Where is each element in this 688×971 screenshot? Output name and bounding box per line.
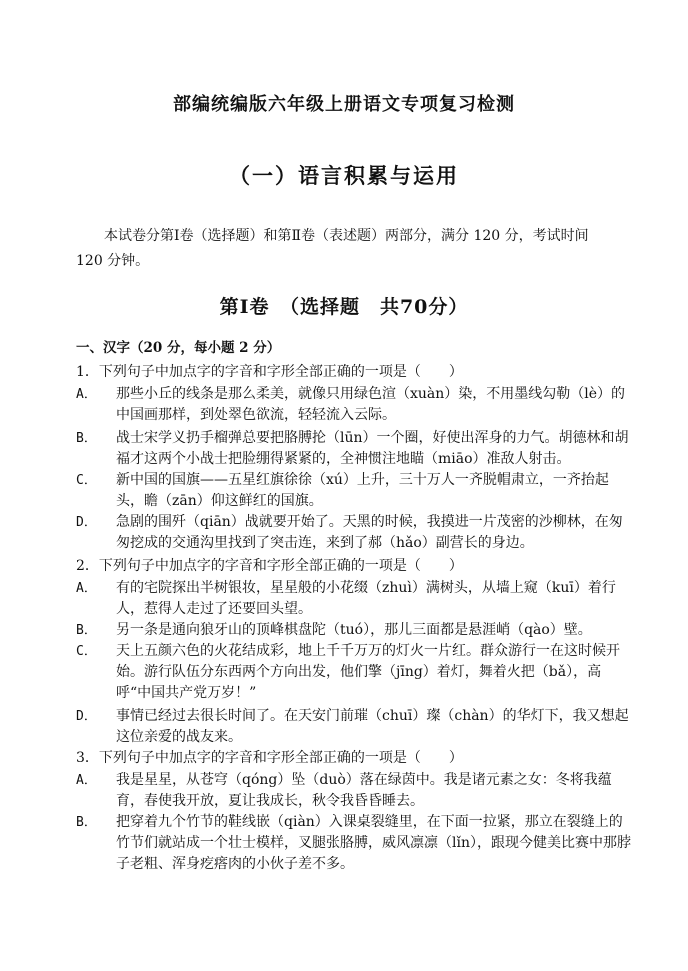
option-text: 天上五颜六色的火花结成彩，地上千千万万的灯火一片红。群众游行一在这时候开始。游行队伍分东西两个方向出发，他们擎（jīng）着灯，舞着火把（bǎ），高呼“中国共产党万岁！” — [116, 643, 620, 701]
option-text: 事情已经过去很长时间了。在天安门前璀（chuī）璨（chàn）的华灯下，我又想起这位亲爱的战友来。 — [116, 708, 629, 745]
option-text: 那些小丘的线条是那么柔美，就像只用绿色渲（xuàn）染，不用墨线勾勒（lè）的中国画那样，到处翠色欲流，轻轻流入云际。 — [116, 386, 626, 423]
question-2-option-d — [76, 706, 636, 748]
option-text: 急剧的围歼（qiān）战就要开始了。天黑的时候，我摸进一片茂密的沙柳林，在匆匆挖成的交通沟里找到了突击连，来到了郝（hǎo）副营长的身边。 — [116, 514, 623, 551]
option-text: 另一条是通向狼牙山的顶峰棋盘陀（tuó），那儿三面都是悬涯峭（qào）壁。 — [116, 622, 592, 638]
question-1-option-a — [76, 384, 636, 426]
option-text: 有的宅院探出半树银妆，星星般的小花缀（zhuì）满树头，从墙上窥（kuī）着行人，惹得人走过了还要回头望。 — [116, 580, 616, 617]
option-letter: C． — [76, 644, 97, 659]
question-1-option-b — [76, 428, 636, 470]
question-2-stem: 2．下列句子中加点字的字音和字形全部正确的一项是（ ） — [76, 558, 463, 574]
question-1-option-c — [76, 470, 636, 512]
option-letter: B． — [76, 815, 97, 830]
option-letter: A． — [76, 387, 97, 402]
question-2-option-a — [76, 578, 636, 620]
option-letter: A． — [76, 773, 97, 788]
option-text: 战士宋学义扔手榴弹总要把胳膊抡（lūn）一个圈，好使出浑身的力气。胡德林和胡福才这两个小战士把脸绷得紧紧的，全神惯注地瞄（miāo）准敌人射击。 — [116, 430, 629, 467]
option-text: 我是星星，从苍穹（qóng）坠（duò）落在绿茵中。我是诸元素之女：冬将我蕴育，春使我开放，夏让我成长，秋令我昏昏睡去。 — [116, 772, 612, 809]
option-letter: D． — [76, 515, 97, 530]
option-letter: D． — [76, 709, 97, 724]
option-letter: C． — [76, 473, 97, 488]
question-2-option-c — [76, 641, 636, 704]
option-text: 把穿着九个竹节的鞋线嵌（qiàn）入课桌裂缝里，在下面一拉紧，那立在裂缝上的竹节们就站成一个壮士模样，叉腿张胳膊，威风凛凛（lǐn），跟现今健美比赛中那脖子老粗、浑身疙瘩肉的小伙子差不多。 — [116, 814, 631, 872]
question-3-stem: 3．下列句子中加点字的字音和字形全部正确的一项是（ ） — [76, 750, 463, 766]
option-text: 新中国的国旗——五星红旗徐徐（xú）上升，三十万人一齐脱帽肃立，一齐抬起头，瞻（zān）仰这鲜红的国旗。 — [116, 472, 609, 509]
question-1-option-d — [76, 512, 636, 554]
question-3-option-b — [76, 812, 636, 875]
section-label: 一、汉字（20 分，每小题 2 分） — [76, 340, 281, 356]
option-letter: A． — [76, 581, 97, 596]
document-title: 部编统编版六年级上册语文专项复习检测 — [173, 94, 515, 115]
part-title: 第Ⅰ卷 （选择题 共70分） — [219, 296, 469, 318]
section-subtitle: （一）语言积累与运用 — [229, 163, 459, 188]
option-letter: B． — [76, 431, 97, 446]
question-3-option-a — [76, 770, 636, 812]
option-letter: B． — [76, 623, 97, 638]
exam-instructions: 本试卷分第Ⅰ卷（选择题）和第Ⅱ卷（表述题）两部分，满分 120 分，考试时间 120 分钟。 — [76, 228, 589, 269]
question-2-option-b — [76, 620, 636, 641]
question-1-stem: 1．下列句子中加点字的字音和字形全部正确的一项是（ ） — [76, 364, 463, 380]
